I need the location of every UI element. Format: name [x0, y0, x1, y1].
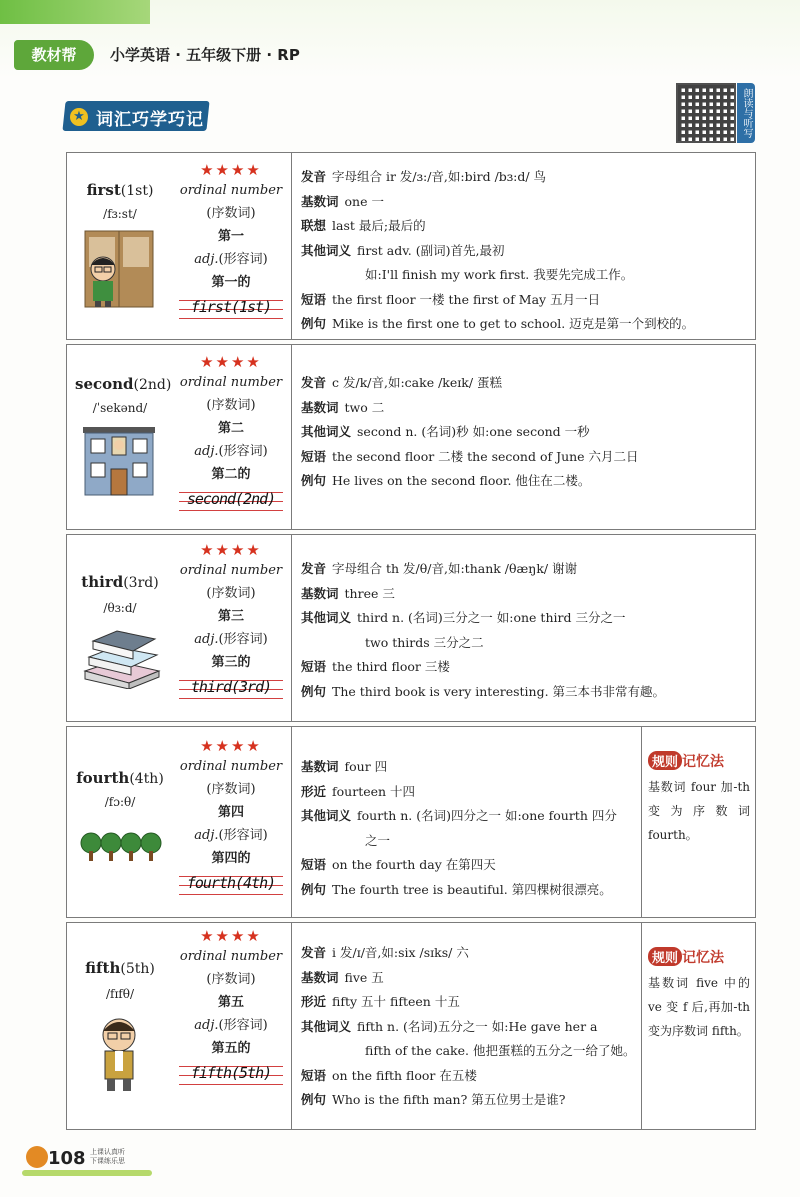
detail-line: 例句 Mike is the first one to get to school. 迈克是第一个到校的。	[301, 316, 695, 331]
brand-tab: 教材帮	[14, 40, 94, 70]
detail-line: 其他词义 first adv. (副词)首先,最初	[301, 242, 505, 258]
handwriting-line: fourth(4th)	[179, 872, 283, 896]
rating-stars: ★★★★	[200, 927, 262, 945]
boy-at-door-illustration	[79, 229, 159, 309]
detail-line: 短语 the first floor 一楼 the first of May 五月一日	[301, 291, 601, 307]
section-title: 词汇巧学巧记	[96, 110, 204, 130]
page-footer	[22, 1140, 142, 1174]
rating-stars: ★★★★	[200, 161, 262, 179]
pos-ordinal-cn: (序数词)	[206, 206, 256, 221]
word-card-fifth: fifth(5th) /fɪfθ/ ★★★★ ordinal number (序数词) 第五 adj.(形容词) 第五的 fifth(5th) 发音 i 发/ɪ/音,如:six /sɪks/ 六 基数词 five 五 形近 fifty 五十 fifteen 十五 其他词义 fifth n. (名词)五分之一 如:He gave her a fifth of the cake. 他把蛋糕的五分之一给了她。 短语 on the fifth floor 在五楼 例句 Who is the fifth man? 第五位男士是谁? 规则 记忆法 基数词 five 中的 ve 变 f 后,再加-th变为序数词 fifth。	[66, 922, 756, 1130]
pos-ordinal-cn: (序数词)	[206, 398, 256, 413]
headword: second(2nd)	[75, 375, 172, 393]
detail-line: 如:I'll finish my work first. 我要先完成工作。	[365, 267, 634, 282]
handwriting-line: first(1st)	[179, 296, 283, 320]
meaning-1: 第四	[217, 805, 244, 820]
word-details: 发音 字母组合 th 发/θ/音,如:thank /θæŋk/ 谢谢 基数词 three 三 其他词义 third n. (名词)三分之一 如:one third 三分之一 two thirds 三分之二 短语 the third floor 三楼 例句 The third book is very interesting. 第三本书非常有趣。	[301, 561, 666, 699]
qr-code-icon[interactable]	[676, 83, 736, 143]
memory-tip-text: 基数词 four 加-th 变为序数词 fourth。	[648, 780, 750, 842]
house-illustration	[79, 425, 159, 497]
memory-tip-heading: 规则 记忆法	[648, 947, 756, 967]
phonetic: /fɜ:st/	[103, 207, 137, 221]
meaning-2: 第三的	[211, 655, 251, 670]
pos-ordinal: ordinal number	[179, 759, 283, 774]
handwriting-line: third(3rd)	[179, 676, 283, 700]
trees-illustration	[79, 829, 163, 865]
word-details	[301, 165, 694, 337]
detail-line: 联想 last 最后;最后的	[301, 218, 426, 233]
pos-ordinal-cn: (序数词)	[206, 972, 256, 987]
meaning-2: 第二的	[211, 467, 251, 482]
memory-tip	[641, 923, 756, 1129]
phonetic: /θɜ:d/	[103, 601, 137, 615]
mascot-icon	[26, 1146, 48, 1168]
word-card-fourth: fourth(4th) /fɔ:θ/ ★★★★ ordinal number (序数词) 第四 adj.(形容词) 第四的 fourth(4th) 基数词 four 四 形近 fourteen 十四 其他词义 fourth n. (名词)四分之一 如:one fourth 四分 之一 短语 on the fourth day 在第四天 例句 The fourth tree is beautiful. 第四棵树很漂亮。 规则 记忆法 基数词 four 加-th 变为序数词 fourth。	[66, 726, 756, 918]
phonetic: /fɪfθ/	[105, 987, 135, 1001]
memory-tip	[641, 727, 756, 917]
pos-ordinal: ordinal number	[179, 375, 283, 390]
headword: fifth(5th)	[85, 959, 155, 977]
meaning-1: 第二	[217, 421, 244, 436]
meaning-2: 第一的	[211, 275, 251, 290]
detail-line: 发音 字母组合 ir 发/ɜ:/音,如:bird /bɜ:d/ 鸟	[301, 169, 547, 184]
word-card-first: first(1st) /fɜ:st/ ★★★★ ordinal number (序数词) 第一 adj.(形容词) 第一的 first(1st) 发音 字母组合 ir 发/ɜ:/音,如:bird /bɜ:d/ 鸟 基数词 one 一 联想 last 最后;最后的 其他词义 first adv. (副词)首先,最初 如:I'll finish my work first. 我要先完成工作。 短语 the first floor 一楼 the first of May 五月一日 例句 Mike is the first one to get to school. 迈克是第一个到校的。	[66, 152, 756, 340]
memory-tip-text: 基数词 five 中的 ve 变 f 后,再加-th变为序数词 fifth。	[648, 976, 750, 1038]
pos-ordinal-cn: (序数词)	[206, 782, 256, 797]
phonetic: /ˈsekənd/	[92, 401, 148, 415]
meaning-2: 第五的	[211, 1041, 251, 1056]
pos-ordinal-cn: (序数词)	[206, 586, 256, 601]
handwriting-line: fifth(5th)	[179, 1062, 283, 1086]
memory-tip-heading: 规则 记忆法	[648, 751, 756, 771]
footer-slogan: 上课认真听 下课练乐思	[90, 1148, 125, 1165]
books-illustration	[79, 627, 163, 689]
headword: third(3rd)	[81, 573, 159, 591]
word-details: 基数词 four 四 形近 fourteen 十四 其他词义 fourth n. (名词)四分之一 如:one fourth 四分 之一 短语 on the fourth day 在第四天 例句 The fourth tree is beautiful. 第四棵树很漂亮。	[301, 759, 617, 897]
word-card-third: third(3rd) /θɜ:d/ ★★★★ ordinal number (序数词) 第三 adj.(形容词) 第三的 third(3rd) 发音 字母组合 th 发/θ/音,如:thank /θæŋk/ 谢谢 基数词 three 三 其他词义 third n. (名词)三分之一 如:one third 三分之一 two thirds 三分之二 短语 the third floor 三楼 例句 The third book is very interesting. 第三本书非常有趣。	[66, 534, 756, 722]
qr-label: 朗读与听写	[737, 83, 755, 143]
page-number: 108	[48, 1148, 86, 1169]
word-details: 发音 c 发/k/音,如:cake /keɪk/ 蛋糕 基数词 two 二 其他词义 second n. (名词)秒 如:one second 一秒 短语 the second floor 二楼 the second of June 六月二日 例句 He lives on the second floor. 他住在二楼。	[301, 375, 639, 488]
pos-ordinal: ordinal number	[179, 949, 283, 964]
header-accent	[0, 0, 150, 24]
pos-ordinal: ordinal number	[179, 563, 283, 578]
word-card-second: second(2nd) /ˈsekənd/ ★★★★ ordinal number (序数词) 第二 adj.(形容词) 第二的 second(2nd) 发音 c 发/k/音,如:cake /keɪk/ 蛋糕 基数词 two 二 其他词义 second n. (名词)秒 如:one second 一秒 短语 the second floor 二楼 the second of June 六月二日 例句 He lives on the second floor. 他住在二楼。	[66, 344, 756, 530]
headword: fourth(4th)	[76, 769, 164, 787]
meaning-1: 第五	[217, 995, 244, 1010]
star-icon: ★	[70, 108, 88, 126]
meaning-1: 第三	[217, 609, 244, 624]
rating-stars: ★★★★	[200, 737, 262, 755]
meaning-1: 第一	[217, 229, 244, 244]
meaning-2: 第四的	[211, 851, 251, 866]
handwriting-line: second(2nd)	[179, 488, 283, 512]
headword: first(1st)	[86, 181, 154, 199]
phonetic: /fɔ:θ/	[104, 795, 136, 809]
detail-line: 基数词 one 一	[301, 193, 384, 209]
rating-stars: ★★★★	[200, 353, 262, 371]
man-illustration	[79, 1013, 159, 1093]
pos-ordinal: ordinal number	[179, 183, 283, 198]
rating-stars: ★★★★	[200, 541, 262, 559]
book-title: 小学英语 · 五年级下册 · RP	[110, 46, 300, 64]
word-details: 发音 i 发/ɪ/音,如:six /sɪks/ 六 基数词 five 五 形近 fifty 五十 fifteen 十五 其他词义 fifth n. (名词)五分之一 如:He gave her a fifth of the cake. 他把蛋糕的五分之一给了她。 短语 on the fifth floor 在五楼 例句 Who is the fifth man? 第五位男士是谁?	[301, 945, 636, 1107]
